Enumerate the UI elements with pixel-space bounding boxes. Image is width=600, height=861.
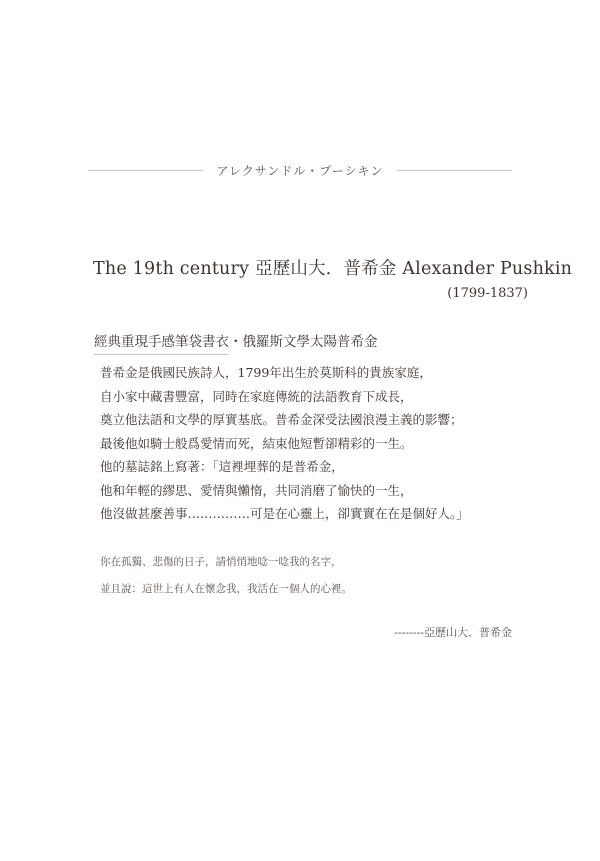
subtitle-tagline: ・俄羅斯文學太陽普希金: [229, 334, 378, 350]
page-title: The 19th century 亞歷山大．普希金 Alexander Pushkin: [93, 259, 573, 279]
japanese-name: アレクサンドル・プーシキン: [216, 163, 384, 178]
poem-quote: [100, 549, 520, 603]
bio-line: 他沒做甚麼善事……………可是在心靈上，卻實實在在是個好人。」: [100, 506, 469, 521]
life-years: (1799-1837): [447, 286, 528, 301]
poem-line: 你在孤獨、悲傷的日子，請悄悄地唸一唸我的名字，: [100, 556, 342, 568]
japanese-name-header: [88, 160, 512, 180]
bio-line: 他的墓誌銘上寫著：「這裡埋葬的是普希金，: [100, 459, 344, 474]
bio-line: 最後他如騎士般爲愛情而死，結束他短暫卻精彩的一生。: [100, 435, 413, 451]
subtitle-product: 經典重現手感筆袋書衣: [94, 330, 229, 355]
bio-line: 奠立他法語和文學的厚實基底。普希金深受法國浪漫主義的影響；: [100, 412, 463, 427]
bio-line: 他和年輕的繆思、愛情與懶惰，共同消磨了愉快的一生，: [100, 482, 413, 498]
bio-line: 自小家中藏書豐富，同時在家庭傳統的法語教育下成長，: [100, 388, 413, 404]
header-rule-right: [397, 170, 512, 171]
quote-attribution: --------亞歷山大．普希金: [394, 626, 512, 639]
biography: [100, 361, 520, 526]
subtitle: [94, 330, 378, 355]
poem-line: 並且說：這世上有人在懷念我，我活在一個人的心裡。: [100, 583, 352, 595]
bio-line: 普希金是俄國民族詩人，1799年出生於莫斯科的貴族家庭，: [100, 365, 432, 380]
header-rule-left: [88, 170, 203, 171]
